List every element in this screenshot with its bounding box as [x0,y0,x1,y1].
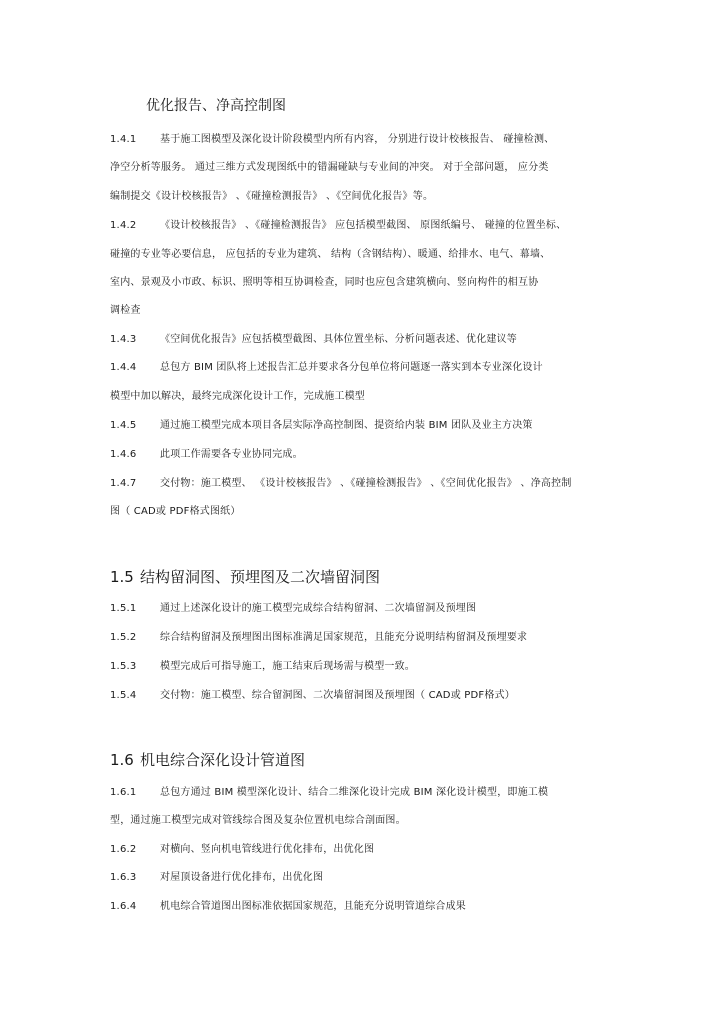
clause-number: 1.4.2 [110,220,137,231]
clause-text: 机电综合管道图出图标准依据国家规范，且能充分说明管道综合成果 [160,901,466,912]
clause-text: 对屋顶设备进行优化排布，出优化图 [160,872,324,883]
section-heading-1-6 [110,750,305,770]
section-heading-1-5 [110,567,380,587]
clause-text: 模型完成后可指导施工，施工结束后现场需与模型一致。 [160,661,415,672]
clause-text: 通过上述深化设计的施工模型完成综合结构留洞、二次墙留洞及预埋图 [160,603,477,614]
section-title: 机电综合深化设计管道图 [140,751,306,769]
clause-1-4-2-line3: 室内、景观及小市政、标识、照明等相互协调检查，同时也应包含建筑横向、竖向构件的相互协 [110,277,539,288]
clause-text: 《设计校核报告》 、《碰撞检测报告》 应包括模型截图、 原图纸编号、 碰撞的位置坐标、 [160,220,567,231]
clause-text: 交付物：施工模型、综合留洞图、二次墙留洞图及预埋图（ CAD或 PDF格式） [160,690,515,701]
clause-number: 1.4.7 [110,478,137,489]
clause-number: 1.5.4 [110,690,137,701]
clause-number: 1.6.1 [110,787,137,798]
section-title-optimization: 优化报告、净高控制图 [146,98,286,114]
clause-text: 交付物：施工模型、 《设计校核报告》 、《碰撞检测报告》 、《空间优化报告》 、净高控制 [160,478,572,489]
clause-text: 此项工作需要各专业协同完成。 [160,449,303,460]
clause-text: 总包方通过 BIM 模型深化设计、结合二维深化设计完成 BIM 深化设计模型，即施工模 [160,787,549,798]
clause-1-4-4-line2: 模型中加以解决，最终完成深化设计工作，完成施工模型 [110,391,365,402]
clause-text: 基于施工图模型及深化设计阶段模型内所有内容， 分别进行设计校核报告、 碰撞检测、 [160,134,555,145]
clause-1-4-1-line2: 净空分析等服务。 通过三维方式发现图纸中的错漏碰缺与专业间的冲突。 对于全部问题， 应分类 [110,162,549,173]
clause-number: 1.5.2 [110,632,137,643]
clause-text: 通过施工模型完成本项目各层实际净高控制图、提资给内装 BIM 团队及业主方决策 [160,420,533,431]
clause-text: 《空间优化报告》应包括模型截图、具体位置坐标、分析问题表述、优化建议等 [160,334,517,345]
clause-1-4-1-line3: 编制提交《设计校核报告》 、《碰撞检测报告》 、《空间优化报告》等。 [110,191,434,202]
clause-number: 1.4.5 [110,420,137,431]
section-number: 1.5 [110,568,134,586]
section-number: 1.6 [110,751,134,769]
section-title: 结构留洞图、预埋图及二次墙留洞图 [140,568,381,586]
clause-number: 1.4.3 [110,334,137,345]
clause-text: 综合结构留洞及预埋图出图标准满足国家规范，且能充分说明结构留洞及预埋要求 [160,632,528,643]
clause-number: 1.6.2 [110,844,137,855]
clause-number: 1.5.1 [110,603,137,614]
clause-1-4-2-line2: 碰撞的专业等必要信息， 应包括的专业为建筑、 结构（含钢结构）、暖通、给排水、电气、幕墙、 [110,249,551,260]
clause-1-4-2-line4: 调检查 [110,305,141,316]
clause-number: 1.4.4 [110,362,137,373]
clause-number: 1.5.3 [110,661,137,672]
clause-text: 总包方 BIM 团队将上述报告汇总并要求各分包单位将问题逐一落实到本专业深化设计 [160,362,543,373]
clause-number: 1.6.4 [110,901,137,912]
clause-1-4-7-line2: 图（ CAD或 PDF格式图纸） [110,506,241,517]
clause-number: 1.6.3 [110,872,137,883]
clause-text: 对横向、竖向机电管线进行优化排布，出优化图 [160,844,375,855]
clause-number: 1.4.1 [110,134,137,145]
clause-number: 1.4.6 [110,449,137,460]
clause-1-6-1-line2: 型，通过施工模型完成对管线综合图及复杂位置机电综合剖面图。 [110,815,406,826]
